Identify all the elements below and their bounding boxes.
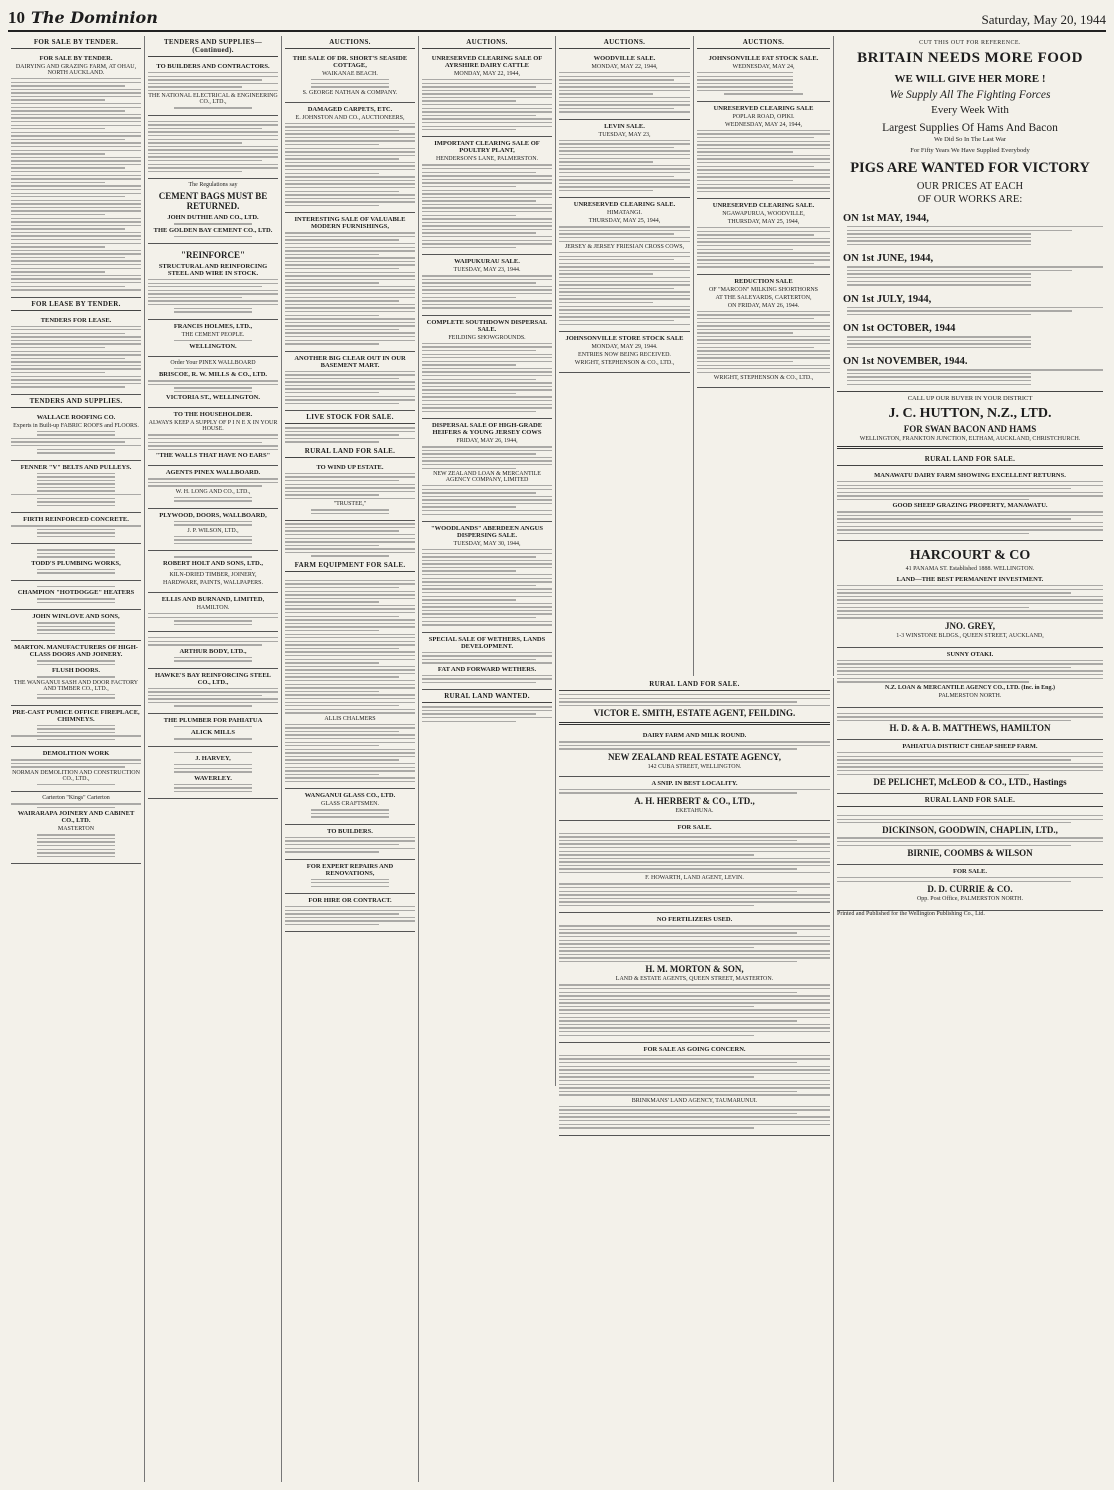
ad-dairy-milk-round: DAIRY FARM AND MILK ROUND. NEW ZEALAND REAL ESTATE AGENCY, 142 CUBA STREET, WELLINGTON. xyxy=(559,729,830,777)
live-stock-heading: LIVE STOCK FOR SALE. xyxy=(285,411,415,424)
ad-reinforce: "REINFORCE" STRUCTURAL AND REINFORCING STEEL AND WIRE IN STOCK. xyxy=(148,244,278,320)
ad-marcon-shorthorns: REDUCTION SALE OF "MARCON" MILKING SHORTHORNS AT THE SALEYARDS, CARTERTON, ON FRIDAY, MAY 26, 1944. WRIGHT, STEPHENSON & CO., LTD., xyxy=(697,275,830,388)
pigs-headline: PIGS ARE WANTED FOR VICTORY xyxy=(850,160,1090,176)
ad-tender-ohau xyxy=(11,52,141,298)
ad-going-concern: FOR SALE AS GOING CONCERN. BRINKMANS' LAND AGENCY, TAUMARUNUI. xyxy=(559,1043,830,1136)
ad-body-text xyxy=(11,78,141,291)
ad-carpets: DAMAGED CARPETS, ETC. E. JOHNSTON AND CO., AUCTIONEERS, xyxy=(285,103,415,214)
col4-heading: AUCTIONS. xyxy=(422,36,552,49)
ad-demolition: DEMOLITION WORK NORMAN DEMOLITION AND CONSTRUCTION CO., LTD., xyxy=(11,747,141,792)
column-4 xyxy=(419,36,556,1086)
column-6 xyxy=(694,36,834,676)
ad-arthur-body: ARTHUR BODY, LTD., xyxy=(148,632,278,669)
ad-pahiatua: PAHIATUA DISTRICT CHEAP SHEEP FARM. DE PELICHET, McLEOD & CO., LTD., Hastings xyxy=(837,740,1103,794)
ad-johnsonville-store: JOHNSONVILLE STORE STOCK SALE MONDAY, MAY 29, 1944. ENTRIES NOW BEING RECEIVED. WRIGHT, STEPHENSON & CO., LTD., xyxy=(559,332,690,373)
ad-matthews: H. D. & A. B. MATTHEWS, HAMILTON xyxy=(837,708,1103,741)
ad-manawatu-dairy: MANAWATU DAIRY FARM SHOWING EXCELLENT RETURNS. GOOD SHEEP GRAZING PROPERTY, MANAWATU. xyxy=(837,469,1103,541)
ad-john-winlove: JOHN WINLOVE AND SONS, xyxy=(11,610,141,641)
ad-woodlands: "WOODLANDS" ABERDEEN ANGUS DISPERSING SALE. TUESDAY, MAY 30, 1944, xyxy=(422,522,552,633)
ad-expert-repairs: FOR EXPERT REPAIRS AND RENOVATIONS, xyxy=(285,860,415,895)
col6-heading: AUCTIONS. xyxy=(697,36,830,49)
issue-date: Saturday, May 20, 1944 xyxy=(981,12,1106,27)
ad-champion: CHAMPION "HOTDOGGE" HEATERS xyxy=(11,581,141,610)
ad-johnsonville-fat: JOHNSONVILLE FAT STOCK SALE. WEDNESDAY, MAY 24, xyxy=(697,52,830,102)
ad-poultry: IMPORTANT CLEARING SALE OF POULTRY PLANT, HENDERSON'S LANE, PALMERSTON. xyxy=(422,137,552,255)
ad-waipukurau: WAIPUKURAU SALE. TUESDAY, MAY 23, 1944. xyxy=(422,255,552,316)
ad-ellis-burnand: ELLIS AND BURNAND, LIMITED, HAMILTON. xyxy=(148,593,278,632)
supplies-heading: TENDERS AND SUPPLIES. xyxy=(11,395,141,408)
ad-cement-bags: The Regulations say CEMENT BAGS MUST BE RETURNED. JOHN DUTHIE AND CO., LTD. THE GOLDEN BAY CEMENT CO., LTD. xyxy=(148,179,278,244)
ad-hire-contract: FOR HIRE OR CONTRACT. xyxy=(285,894,415,932)
ad-southdown: COMPLETE SOUTHDOWN DISPERSAL SALE. FEILDING SHOWGROUNDS. xyxy=(422,316,552,419)
ad-snip: A SNIP. IN BEST LOCALITY. A. H. HERBERT & CO., LTD., EKETAHUNA. xyxy=(559,777,830,821)
ad-francis-holmes: FRANCIS HOLMES, LTD., THE CEMENT PEOPLE. WELLINGTON. xyxy=(148,320,278,357)
ad-plumber: THE PLUMBER FOR PAHIATUA ALICK MILLS xyxy=(148,714,278,747)
britain-headline: BRITAIN NEEDS MORE FOOD xyxy=(857,50,1083,66)
ad-todds: TODD'S PLUMBING WORKS, xyxy=(11,544,141,581)
ad-plywood: PLYWOOD, DOORS, WALLBOARD, J. P. WILSON, LTD., xyxy=(148,509,278,552)
ad-special-wethers: SPECIAL SALE OF WETHERS, LANDS DEVELOPMENT. FAT AND FORWARD WETHERS. xyxy=(422,633,552,691)
ad-levin: LEVIN SALE. TUESDAY, MAY 23, xyxy=(559,120,690,198)
col2-heading: TENDERS AND SUPPLIES—(Continued). xyxy=(148,36,278,57)
ad-harcourt: HARCOURT & CO 41 PANAMA ST. Established 1888. WELLINGTON. LAND—THE BEST PERMANENT INVESTMENT. JNO. GREY, 1-3 WINSTONE BLDGS., QUEEN STREET, AUCKLAND, xyxy=(837,541,1103,648)
rural-heading: RURAL LAND FOR SALE. xyxy=(285,445,415,458)
paper-name: The Dominion xyxy=(31,8,158,27)
ad-dr-short: THE SALE OF DR. SHORT'S SEASIDE COTTAGE, WAIKANAE BEACH. S. GEORGE NATHAN & COMPANY. xyxy=(285,52,415,103)
ad-householder: TO THE HOUSEHOLDER. ALWAYS KEEP A SUPPLY OF P I N E X IN YOUR HOUSE. "THE WALLS THAT HAVE NO EARS" xyxy=(148,408,278,466)
column-5 xyxy=(556,36,694,676)
hutton-firm: J. C. HUTTON, N.Z., LTD. xyxy=(888,405,1052,421)
col3-heading: AUCTIONS. xyxy=(285,36,415,49)
rural-wanted-heading: RURAL LAND WANTED. xyxy=(422,690,552,703)
ad-pinex-order: Order Your PINEX WALLBOARD BRISCOE, R. W. MILLS & CO., LTD. VICTORIA ST., WELLINGTON. xyxy=(148,357,278,409)
ad-furnishings: INTERESTING SALE OF VALUABLE MODERN FURNISHINGS, xyxy=(285,213,415,351)
newspaper-page xyxy=(8,6,1106,1484)
ad-title: FOR SALE BY TENDER. xyxy=(39,55,113,62)
ad-subtitle: DAIRYING AND GRAZING FARM, AT OHAU, NORTH AUCKLAND. xyxy=(15,64,137,76)
ad-ngawapurua: UNRESERVED CLEARING SALE. NGAWAPURUA, WOODVILLE, THURSDAY, MAY 25, 1944, xyxy=(697,199,830,275)
ad-wallace: WALLACE ROOFING CO. Experts in Built-up FABRIC ROOFS and FLOORS. xyxy=(11,411,141,461)
ad-basement-mart: ANOTHER BIG CLEAR OUT IN OUR BASEMENT MART. xyxy=(285,352,415,412)
page-number: 10 xyxy=(8,8,25,27)
farm-equipment-heading: FARM EQUIPMENT FOR SALE. xyxy=(285,559,415,572)
ad-separate-tenders xyxy=(148,116,278,179)
lower-rural-section xyxy=(556,678,834,1482)
ad-marton: MARTON. MANUFACTURERS OF HIGH-CLASS DOORS AND JOINERY. FLUSH DOORS. THE WANGANUI SASH AND DOOR FACTORY AND TIMBER CO., LTD., xyxy=(11,641,141,705)
ad-agents-pinex: AGENTS PINEX WALLBOARD. W. H. LONG AND CO., LTD., xyxy=(148,466,278,509)
lower-rural-heading: RURAL LAND FOR SALE. xyxy=(559,678,830,691)
ad-no-fertilizers: NO FERTILIZERS USED. H. M. MORTON & SON, LAND & ESTATE AGENTS, QUEEN STREET, MASTERTON. xyxy=(559,913,830,1043)
ad-wind-up: TO WIND UP ESTATE. "TRUSTEE," xyxy=(285,461,415,521)
ad-robert-holt: ROBERT HOLT AND SONS, LTD., KILN-DRIED TIMBER, JOINERY, HARDWARE, PAINTS, WALLPAPERS. xyxy=(148,551,278,593)
column-3 xyxy=(282,36,419,1482)
columns-area xyxy=(8,36,1106,1482)
ad-fenner: FENNER "V" BELTS AND PULLEYS. xyxy=(11,461,141,514)
ad-ayrshire: UNRESERVED CLEARING SALE OF AYRSHIRE DAIRY CATTLE MONDAY, MAY 22, 1944, xyxy=(422,52,552,137)
column-right: CUT THIS OUT FOR REFERENCE. BRITAIN NEEDS MORE FOOD WE WILL GIVE HER MORE ! We Supply All The Fighting Forces Every Week With Largest Supplies Of Hams And Bacon We Did So In The Last War For Fifty Years We Have Supplied Everybody PIGS ARE WANTED FOR VICTORY OUR PRICES AT EACH OF OUR WORKS ARE: ON 1st MAY, 1944, ON 1st JUNE, 1944, ON 1st JULY, 1944, ON 1st OCTOBER, 1944 ON 1st NOVEMBER, 1944. CALL UP OUR BUYER IN YOUR DISTRICT J. C. HUTTON, N.Z., LTD. FOR SWAN BACON AND HAMS WELLINGTON, FRANKTON JUNCTION, ELTHAM, AUCKLAND, CHRISTCHURCH. RURAL LAND FOR SALE. MANAWATU DAIRY FARM SHOWING EXCELLENT RETURNS. GOOD SHEEP GRAZING PROPERTY, MANAWATU. HARCOURT & CO 41 PANAMA ST. Established 1888. WELLINGTON. LAND—THE BEST PERMANENT INVESTMENT. JNO. GREY, 1-3 WINSTONE BLDGS., QUEEN STREET, AUCKLAND, SUNNY OTAKI. N.Z. LOAN & MERCANTILE AGENCY CO., LTD. (Inc. in Eng.) PALMERSTON NORTH. H. D. & A. B. MATTHEWS, HAMILTON PAHIATUA DISTRICT CHEAP SHEEP FARM. DE PELICHET, McLEOD & CO., LTD., Hastings RURAL LAND FOR SALE. DICKINSON, GOODWIN, CHAPLIN, LTD., BIRNIE, COOMBS & WILSON FOR SALE. D. D. CURRIE & CO. Opp. Post Office, PALMERSTON NORTH. Printed and Published for the Wellington Publishing Co., Ltd. xyxy=(834,36,1106,1482)
ad-sunny-otaki: SUNNY OTAKI. N.Z. LOAN & MERCANTILE AGENCY CO., LTD. (Inc. in Eng.) PALMERSTON NORTH. xyxy=(837,648,1103,708)
masthead-left xyxy=(8,8,158,28)
ad-harvey: J. HARVEY, WAVERLEY. xyxy=(148,747,278,799)
ad-woodville: WOODVILLE SALE. MONDAY, MAY 22, 1944, xyxy=(559,52,690,120)
ad-tenders-lease xyxy=(11,314,141,395)
ad-precast: PRE-CAST PUMICE OFFICE FIREPLACE, CHIMNEYS. xyxy=(11,706,141,748)
ad-himatangi: UNRESERVED CLEARING SALE. HIMATANGI. THURSDAY, MAY 25, 1944, JERSEY & JERSEY FRIESIAN CROSS COWS, xyxy=(559,198,690,332)
lease-heading: FOR LEASE BY TENDER. xyxy=(11,298,141,311)
col1-heading: FOR SALE BY TENDER. xyxy=(11,36,141,49)
imprint: Printed and Published for the Wellington Publishing Co., Ltd. xyxy=(837,911,985,917)
ad-farm-equipment: ALLIS CHALMERS xyxy=(285,575,415,789)
ad-opiki: UNRESERVED CLEARING SALE POPLAR ROAD, OPIKI. WEDNESDAY, MAY 24, 1944, xyxy=(697,102,830,199)
ad-hawkes-bay: HAWKE'S BAY REINFORCING STEEL CO., LTD., xyxy=(148,669,278,714)
ad-title: TENDERS FOR LEASE. xyxy=(40,316,112,324)
victor-smith: VICTOR E. SMITH, ESTATE AGENT, FEILDING. xyxy=(593,708,796,719)
ad-to-builders: TO BUILDERS. xyxy=(285,825,415,860)
column-1 xyxy=(8,36,145,1482)
ad-dickinson: DICKINSON, GOODWIN, CHAPLIN, LTD., BIRNIE, COOMBS & WILSON xyxy=(837,810,1103,865)
ad-builders: TO BUILDERS AND CONTRACTORS. THE NATIONAL ELECTRICAL & ENGINEERING CO., LTD., xyxy=(148,60,278,116)
ad-heifers: DISPERSAL SALE OF HIGH-GRADE HEIFERS & YOUNG JERSEY COWS FRIDAY, MAY 26, 1944, NEW ZEALAND LOAN & MERCANTILE AGENCY COMPANY, LIMITED xyxy=(422,419,552,522)
ad-carterton: Carterton "Kings" Carterton WAIRARAPA JOINERY AND CABINET CO., LTD. MASTERTON xyxy=(11,792,141,864)
col5-heading: AUCTIONS. xyxy=(559,36,690,49)
masthead xyxy=(8,6,1106,32)
cut-out-note: CUT THIS OUT FOR REFERENCE. xyxy=(919,40,1021,46)
ad-wanganui-glass: WANGANUI GLASS CO., LTD. GLASS CRAFTSMEN. xyxy=(285,789,415,825)
ad-currie: FOR SALE. D. D. CURRIE & CO. Opp. Post Office, PALMERSTON NORTH. xyxy=(837,865,1103,911)
column-2 xyxy=(145,36,282,1482)
ad-levin-forsale: FOR SALE. F. HOWARTH, LAND AGENT, LEVIN. xyxy=(559,821,830,914)
ad-firth: FIRTH REINFORCED CONCRETE. xyxy=(11,513,141,544)
